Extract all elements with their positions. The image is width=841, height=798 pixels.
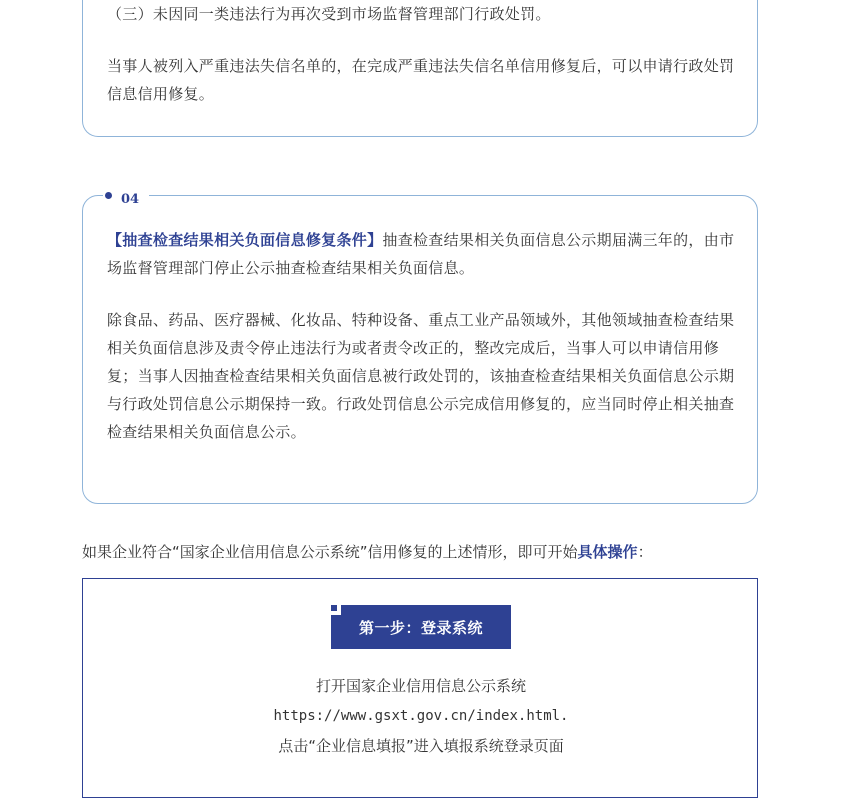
- condition-item-3: （三）未因同一类违法行为再次受到市场监督管理部门行政处罚。: [107, 5, 551, 23]
- section-4-text-1: 抽查检查结果相关负面信息公示期届满三年的，由市场监督管理部门停止公示抽查检查结果相关负面信息。: [107, 231, 735, 277]
- intro-sentence: [82, 538, 762, 566]
- section-marker-dot-icon: [105, 192, 112, 199]
- step-1-badge: 第一步：登录系统: [331, 605, 511, 649]
- section-4-heading: 【抽查检查结果相关负面信息修复条件】: [107, 231, 383, 249]
- section-3-card: [82, 0, 758, 137]
- section-number: 04: [121, 192, 140, 207]
- step-1-url: https://www.gsxt.gov.cn/index.html.: [273, 708, 569, 724]
- section-3-note: 当事人被列入严重违法失信名单的，在完成严重违法失信名单信用修复后，可以申请行政处罚信息信用修复。: [107, 57, 735, 103]
- intro-suffix: ：: [637, 543, 653, 561]
- step-1-line-1: 打开国家企业信用信息公示系统: [315, 677, 526, 695]
- section-4-paragraph-2: 除食品、药品、医疗器械、化妆品、特种设备、重点工业产品领域外，其他领域抽查检查结果相关负面信息涉及责令停止违法行为或者责令改正的，整改完成后，当事人可以申请信用修复；当事人因抽查检查结果相关负面信息被行政处罚的，该抽查检查结果相关负面信息公示期与行政处罚信息公示期保持一致。行政处罚信息公示完成信用修复的，应当同时停止相关抽查检查结果相关负面信息公示。: [107, 311, 735, 441]
- intro-prefix: 如果企业符合“国家企业信用信息公示系统”信用修复的上述情形，即可开始: [82, 543, 578, 561]
- section-4-card: [82, 192, 758, 504]
- intro-highlight: 具体操作: [577, 543, 638, 561]
- section-4-paragraph-1: [107, 226, 737, 282]
- step-1-line-3: 点击“企业信息填报”进入填报系统登录页面: [278, 737, 564, 755]
- step-1-card: [82, 578, 758, 798]
- badge-corner-square-icon: [331, 605, 337, 611]
